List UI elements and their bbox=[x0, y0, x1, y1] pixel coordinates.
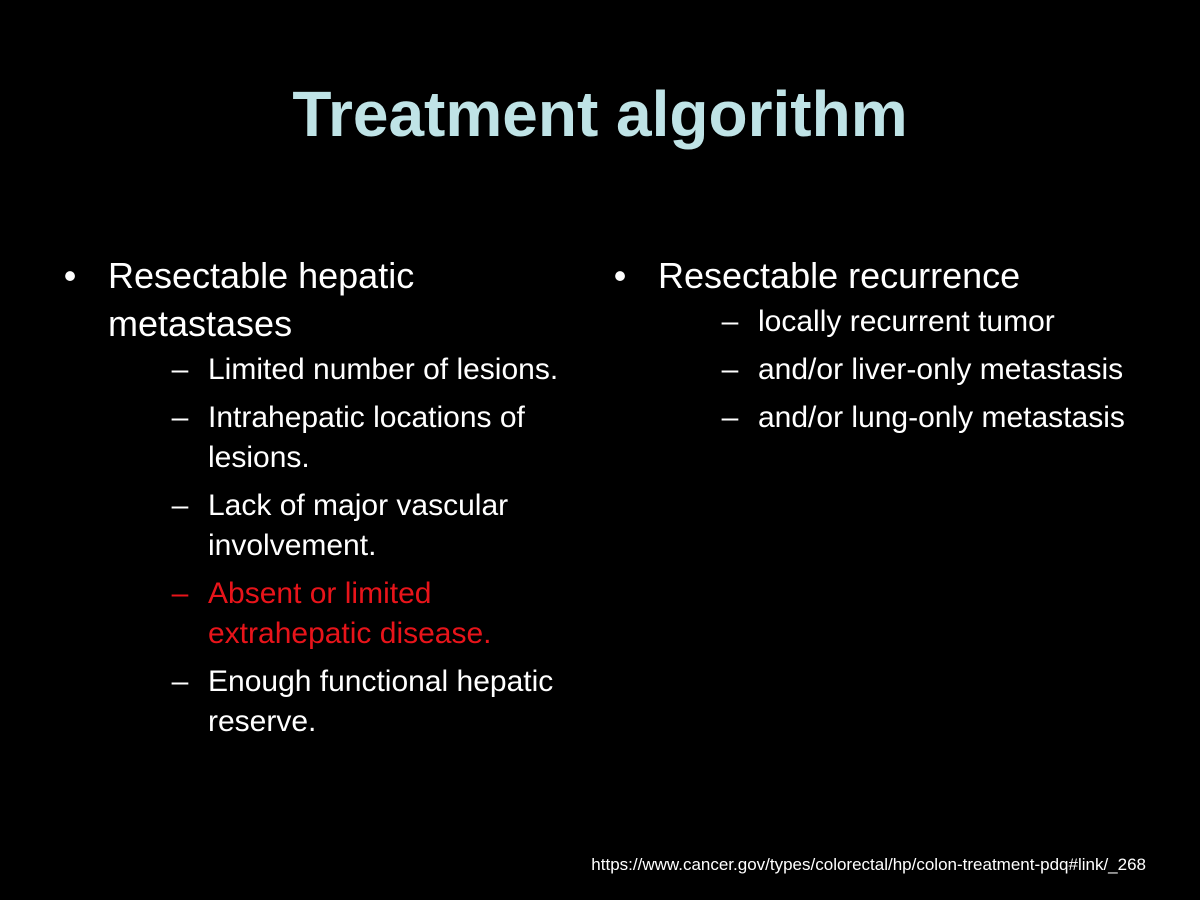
sub-bullet-text: Absent or limited extrahepatic disease. bbox=[208, 577, 492, 650]
sub-bullet-text: Intrahepatic locations of lesions. bbox=[208, 401, 525, 474]
slide-title: Treatment algorithm bbox=[292, 78, 908, 150]
dash-glyph: – bbox=[171, 665, 189, 698]
dash-glyph: – bbox=[721, 353, 739, 386]
sub-bullet-item-highlighted bbox=[108, 574, 570, 654]
sub-bullet-item bbox=[108, 350, 570, 390]
sub-bullet-text: locally recurrent tumor bbox=[758, 305, 1055, 338]
sub-bullet-list bbox=[108, 350, 570, 742]
right-column bbox=[610, 252, 1150, 446]
bullet-heading: Resectable hepatic metastases bbox=[108, 255, 415, 344]
bullet-resectable-recurrence bbox=[610, 252, 1150, 438]
dash-glyph: – bbox=[721, 305, 739, 338]
sub-bullet-item bbox=[658, 350, 1150, 390]
bullet-dot: • bbox=[63, 255, 77, 296]
sub-bullet-list bbox=[658, 302, 1150, 438]
sub-bullet-text: Enough functional hepatic reserve. bbox=[208, 665, 554, 738]
bullet-heading: Resectable recurrence bbox=[658, 255, 1021, 296]
dash-glyph: – bbox=[171, 401, 189, 434]
dash-glyph: – bbox=[171, 353, 189, 386]
sub-bullet-item bbox=[108, 398, 570, 478]
dash-glyph: – bbox=[171, 577, 189, 610]
sub-bullet-item bbox=[108, 486, 570, 566]
sub-bullet-text: and/or liver-only metastasis bbox=[758, 353, 1124, 386]
bullet-dot: • bbox=[613, 255, 627, 296]
sub-bullet-text: and/or lung-only metastasis bbox=[758, 401, 1125, 434]
sub-bullet-item bbox=[658, 398, 1150, 438]
dash-glyph: – bbox=[721, 401, 739, 434]
sub-bullet-item bbox=[658, 302, 1150, 342]
sub-bullet-item bbox=[108, 662, 570, 742]
sub-bullet-text: Lack of major vascular involvement. bbox=[208, 489, 509, 562]
dash-glyph: – bbox=[171, 489, 189, 522]
source-url: https://www.cancer.gov/types/colorectal/hp/colon-treatment-pdq#link/_268 bbox=[591, 855, 1146, 874]
sub-bullet-text: Limited number of lesions. bbox=[208, 353, 559, 386]
bullet-resectable-hepatic-metastases bbox=[60, 252, 570, 742]
left-column bbox=[60, 252, 570, 750]
